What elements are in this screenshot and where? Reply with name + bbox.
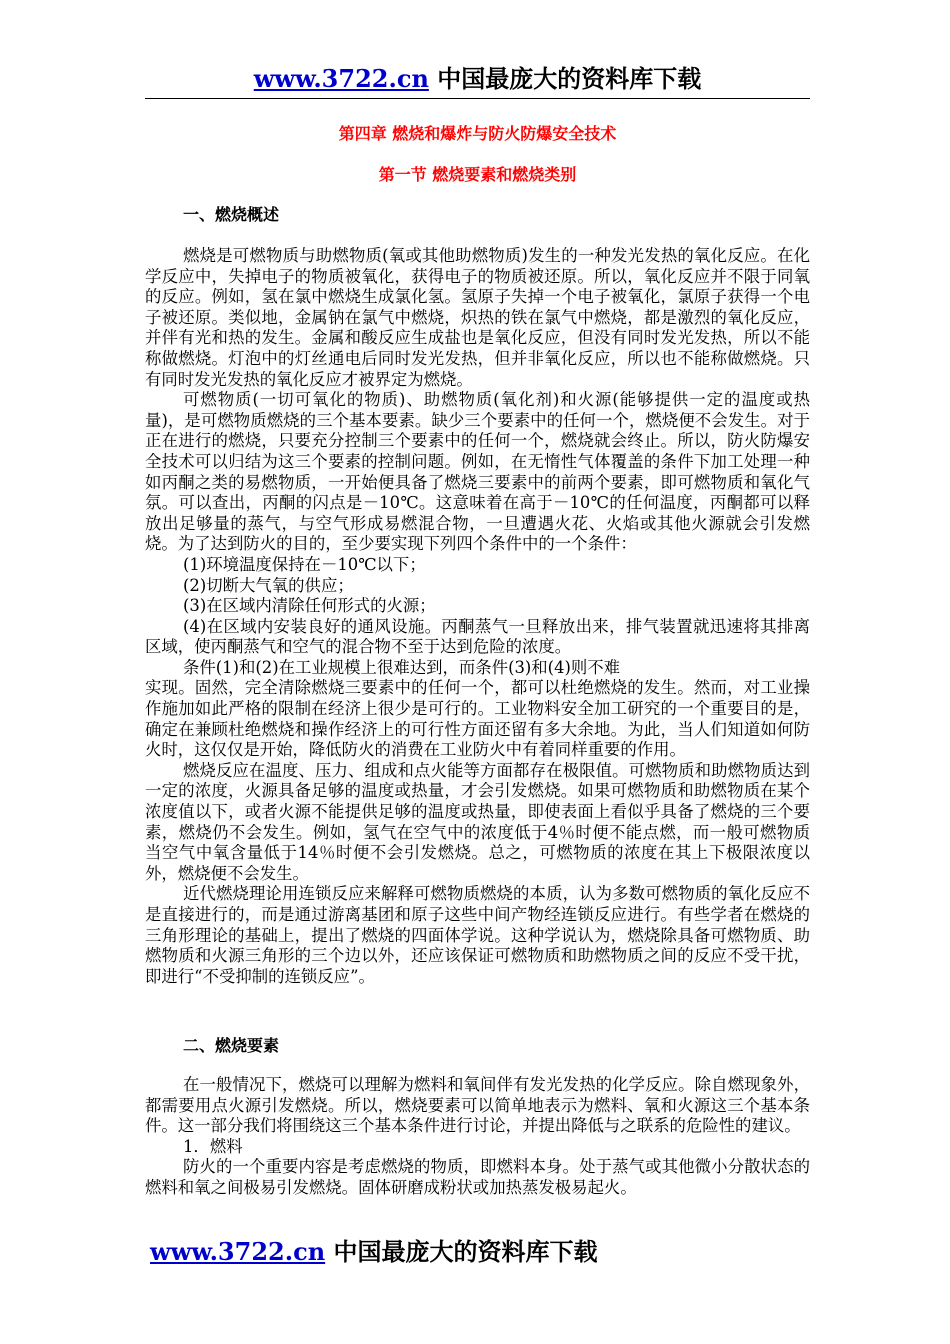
section-body	[145, 1075, 810, 1199]
header-divider	[145, 98, 810, 99]
chapter-title: 第四章 燃烧和爆炸与防火防爆安全技术	[338, 124, 617, 143]
section-heading: 二、燃烧要素	[183, 1036, 280, 1055]
list-item: (1)环境温度保持在－10℃以下；	[183, 554, 426, 574]
paragraph: 近代燃烧理论用连锁反应来解释可燃物质燃烧的本质，认为多数可燃物质的氧化反应不是直接进行的，而是通过游离基团和原子这些中间产物经连锁反应进行。有些学者在燃烧的三角形理论的基础上，提出了燃烧的四面体学说。这种学说认为，燃烧除具备可燃物质、助燃物质和火源三角形的三个边以外，还应该保证可燃物质和助燃物质之间的反应不受干扰，即进行“不受抑制的连锁反应”。	[145, 884, 810, 986]
page-footer	[150, 1235, 598, 1269]
paragraph: 燃烧反应在温度、压力、组成和点火能等方面都存在极限值。可燃物质和助燃物质达到一定的浓度，火源具备足够的温度或热量，才会引发燃烧。如果可燃物质和助燃物质在某个浓度值以下，或者火源不能提供足够的温度或热量，即使表面上看似乎具备了燃烧的三个要素，燃烧仍不会发生。例如，氢气在空气中的浓度低于4％时便不能点燃，而一般可燃物质当空气中氧含量低于14％时便不会引发燃烧。总之，可燃物质的浓度在其上下极限浓度以外，燃烧便不会发生。	[145, 760, 810, 883]
section-body	[145, 246, 810, 987]
paragraph: 条件(1)和(2)在工业规模上很难达到，而条件(3)和(4)则不难	[183, 657, 621, 677]
paragraph: 燃烧是可燃物质与助燃物质(氧或其他助燃物质)发生的一种发光发热的氧化反应。在化学反应中，失掉电子的物质被氧化，获得电子的物质被还原。所以，氧化反应并不限于同氧的反应。例如，氢在氯中燃烧生成氯化氢。氢原子失掉一个电子被氧化，氯原子获得一个电子被还原。类似地，金属钠在氯气中燃烧，炽热的铁在氯气中燃烧，都是激烈的氧化反应，并伴有光和热的发生。金属和酸反应生成盐也是氧化反应，但没有同时发光发热，所以不能称做燃烧。灯泡中的灯丝通电后同时发光发热，但并非氧化反应，所以也不能称做燃烧。只有同时发光发热的氧化反应才被界定为燃烧。	[145, 246, 810, 389]
list-item: (3)在区域内清除任何形式的火源；	[183, 596, 436, 616]
page-header	[145, 62, 810, 96]
paragraph: 可燃物质(一切可氧化的物质)、助燃物质(氧化剂)和火源(能够提供一定的温度或热量)，是可燃物质燃烧的三个基本要素。缺少三个要素中的任何一个，燃烧便不会发生。对于正在进行的燃烧，只要充分控制三个要素中的任何一个，燃烧就会终止。所以，防火防爆安全技术可以归结为这三个要素的控制问题。例如，在无惰性气体覆盖的条件下加工处理一种如丙酮之类的易燃物质，一开始便具备了燃烧三要素中的前两个要素，即可燃物质和氧化气氛。可以查出，丙酮的闪点是－10℃。这意味着在高于－10℃的任何温度，丙酮都可以释放出足够量的蒸气，与空气形成易燃混合物，一旦遭遇火花、火焰或其他火源就会引发燃烧。为了达到防火的目的，至少要实现下列四个条件中的一个条件：	[145, 390, 810, 554]
site-link[interactable]: www.3722.cn	[253, 64, 429, 93]
header-slogan: 中国最庞大的资料库下载	[428, 64, 702, 93]
section-title: 第一节 燃烧要素和燃烧类别	[378, 165, 577, 184]
paragraph: 防火的一个重要内容是考虑燃烧的物质，即燃料本身。处于蒸气或其他微小分散状态的燃料和氧之间极易引发燃烧。固体研磨成粉状或加热蒸发极易起火。	[145, 1157, 810, 1197]
paragraph: 实现。固然，完全清除燃烧三要素中的任何一个，都可以杜绝燃烧的发生。然而，对工业操作施加如此严格的限制在经济上很少是可行的。工业物料安全加工研究的一个重要目的是，确定在兼顾杜绝燃烧和操作经济上的可行性方面还留有多大余地。为此，当人们知道如何防火时，这仅仅是开始，降低防火的消费在工业防火中有着同样重要的作用。	[145, 678, 810, 760]
section-heading: 一、燃烧概述	[183, 205, 280, 224]
list-item: (4)在区域内安装良好的通风设施。丙酮蒸气一旦释放出来，排气装置就迅速将其排离区域，使丙酮蒸气和空气的混合物不至于达到危险的浓度。	[145, 616, 810, 657]
paragraph: 在一般情况下，燃烧可以理解为燃料和氧间伴有发光发热的化学反应。除自燃现象外，都需要用点火源引发燃烧。所以，燃烧要素可以简单地表示为燃料、氧和火源这三个基本条件。这一部分我们将围绕这三个基本条件进行讨论，并提出降低与之联系的危险性的建议。	[145, 1075, 810, 1136]
site-link[interactable]: www.3722.cn	[150, 1237, 326, 1266]
footer-slogan: 中国最庞大的资料库下载	[325, 1237, 598, 1266]
list-item: (2)切断大气氧的供应；	[183, 575, 354, 595]
subheading: 1．燃料	[183, 1136, 243, 1156]
